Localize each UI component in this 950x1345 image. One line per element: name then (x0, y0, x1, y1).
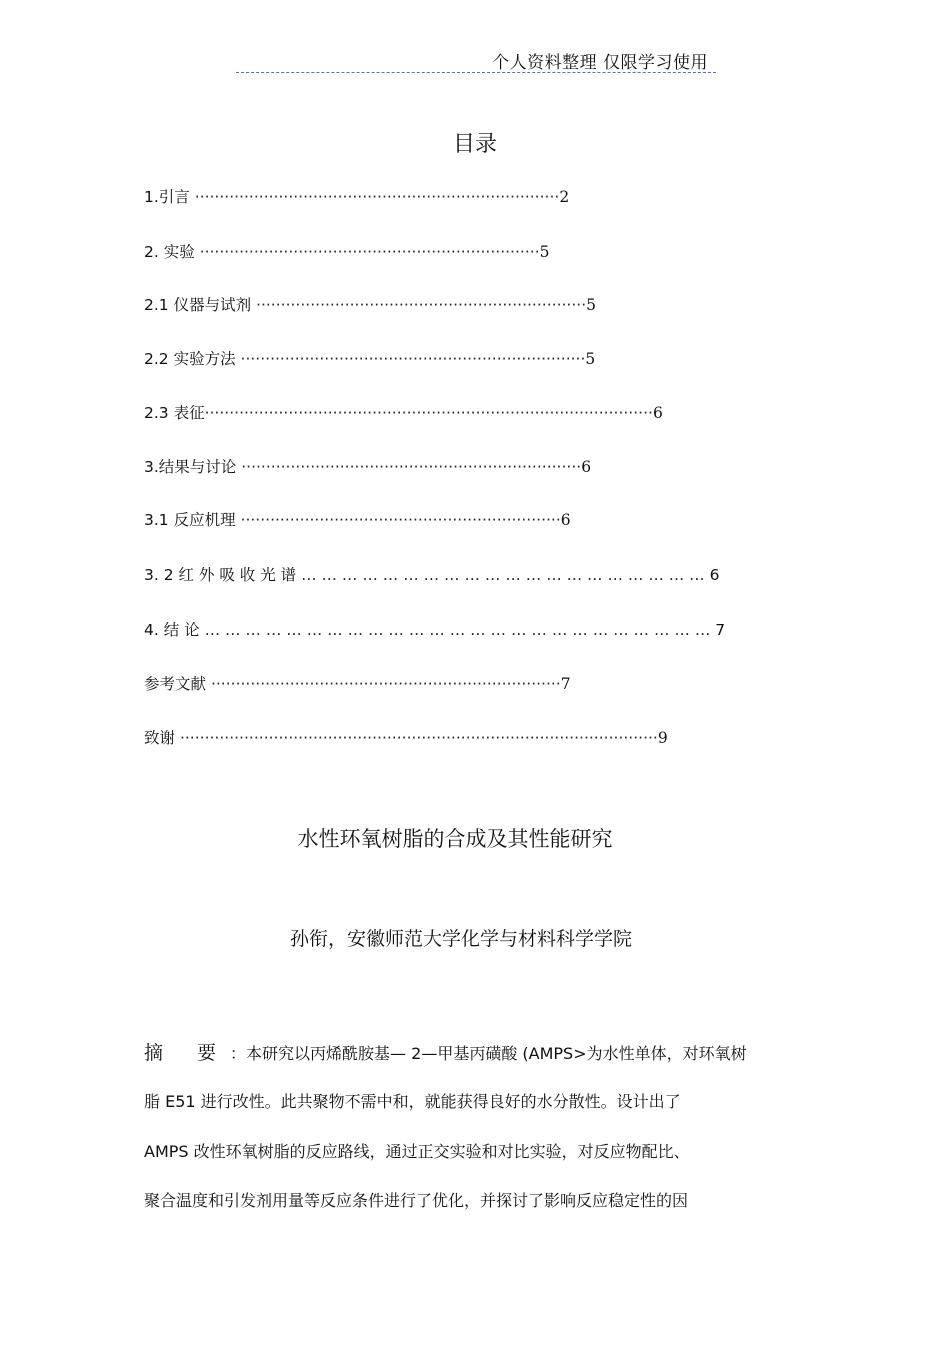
toc-leader: ····································································· (199, 243, 540, 261)
toc-entry-references[interactable] (144, 673, 758, 695)
toc-entry-results[interactable] (144, 456, 770, 478)
toc-page-number: 5 (586, 296, 596, 314)
toc-leader: ································································· (240, 511, 561, 529)
toc-entry-label: 3. 2 红 外 吸 收 光 谱 (144, 566, 297, 584)
toc-page-number: 6 (581, 458, 592, 476)
toc-page-number: 7 (560, 675, 571, 693)
toc-entry-label: 3.结果与讨论 (144, 458, 242, 476)
toc-entry-instruments[interactable] (144, 294, 768, 316)
toc-page-number: 5 (585, 350, 596, 368)
toc-entry-label: 2. 实验 (144, 243, 200, 261)
toc-leader: ································································································· (179, 729, 658, 747)
header-text: 个人资料整理 仅限学习使用 (492, 53, 708, 73)
toc-leader: … … … … … … … … … … … … … … … … … … … … … … … … … (199, 621, 716, 639)
toc-entry-methods[interactable] (144, 348, 768, 370)
toc-entry-mechanism[interactable] (144, 509, 740, 531)
toc-entry-label: 参考文献 (144, 675, 211, 693)
toc-entry-label: 4. 结 论 (144, 621, 200, 639)
toc-page-number: 6 (560, 511, 571, 529)
toc-leader: ······································································ (240, 350, 586, 368)
abstract-line-2: 脂 E51 进行改性。此共聚物不需中和，就能获得良好的水分散性。设计出了 (144, 1092, 681, 1111)
toc-entry-label: 3.1 反应机理 (144, 511, 241, 529)
toc-entry-label: 2.3 表征 (144, 404, 205, 422)
toc-entry-conclusion[interactable] (144, 619, 812, 641)
toc-entry-ir-spectrum[interactable] (144, 564, 812, 586)
abstract-line-1 (144, 1038, 747, 1065)
toc-leader: ·········································································· (194, 188, 560, 206)
toc-leader: ······································································· (210, 675, 561, 693)
toc-entry-characterization[interactable] (144, 402, 764, 424)
toc-title: 目录 (452, 132, 497, 157)
toc-page-number: 2 (559, 188, 570, 206)
toc-page-number: 5 (539, 243, 550, 261)
toc-entry-label: 1.引言 (144, 188, 195, 206)
toc-page-number: 9 (657, 729, 668, 747)
toc-entry-introduction[interactable] (144, 186, 748, 208)
author-line: 孙衔，安徽师范大学化学与材料科学学院 (289, 928, 632, 950)
abstract-text: ：本研究以丙烯酰胺基— 2—甲基丙磺酸 (AMPS>为水性单体，对环氧树 (230, 1044, 747, 1063)
toc-page-number: 6 (652, 404, 663, 422)
toc-leader: ··························································································· (204, 404, 653, 422)
toc-page-number: 6 (709, 566, 720, 584)
toc-leader: ····································································· (241, 458, 582, 476)
toc-leader: … … … … … … … … … … … … … … … … … … … … (296, 566, 710, 584)
paper-title: 水性环氧树脂的合成及其性能研究 (297, 827, 613, 851)
toc-entry-label: 2.1 仪器与试剂 (144, 296, 257, 314)
abstract-line-4: 聚合温度和引发剂用量等反应条件进行了优化，并探讨了影响反应稳定性的因 (144, 1191, 689, 1210)
toc-entry-acknowledgements[interactable] (144, 727, 752, 749)
toc-leader: ··································································· (256, 296, 587, 314)
toc-entry-label: 致谢 (144, 729, 180, 747)
page-header (236, 46, 716, 73)
toc-entry-experiment[interactable] (144, 241, 718, 263)
toc-entry-label: 2.2 实验方法 (144, 350, 241, 368)
toc-page-number: 7 (715, 621, 726, 639)
abstract-label: 摘 要 (144, 1042, 231, 1064)
abstract-line-3: AMPS 改性环氧树脂的反应路线，通过正交实验和对比实验，对反应物配比、 (144, 1142, 690, 1161)
